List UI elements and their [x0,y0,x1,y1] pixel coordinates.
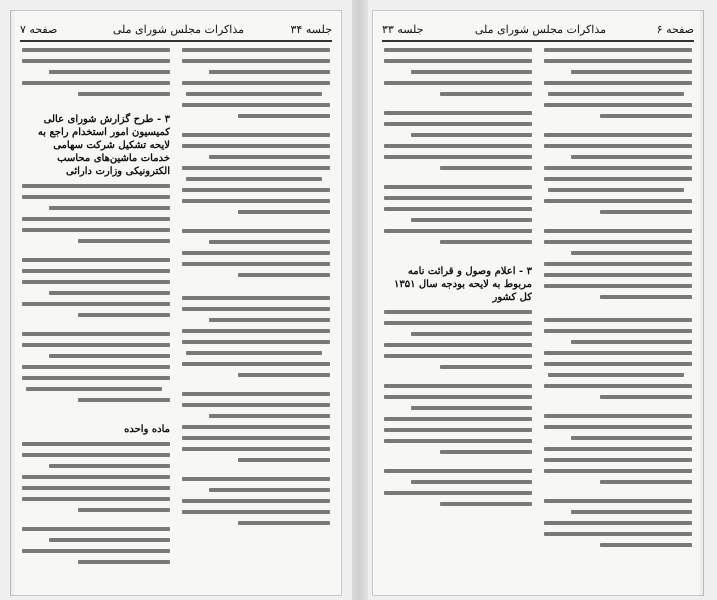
text-line [440,240,532,244]
text-line [186,177,322,181]
text-line [22,332,170,336]
paragraph-gap [182,284,330,296]
text-line [384,81,532,85]
text-line [600,210,692,214]
text-line [209,318,330,322]
text-line [544,351,692,355]
text-line [384,354,532,358]
text-line [22,59,170,63]
text-line [49,538,170,542]
text-line [384,321,532,325]
text-line [544,166,692,170]
left-page-columns [22,48,330,586]
text-line [384,155,532,159]
text-line [544,447,692,451]
right-page-column-left [384,48,532,586]
right-page-edge-shade [698,10,704,596]
text-line [22,280,170,284]
paragraph-gap [22,250,170,258]
text-line [209,414,330,418]
text-line [182,144,330,148]
text-line [600,114,692,118]
text-line [544,414,692,418]
text-line [182,103,330,107]
text-line [384,207,532,211]
text-line [22,81,170,85]
left-page-column-left [22,48,170,586]
text-line [182,251,330,255]
text-line [384,196,532,200]
text-line [544,133,692,137]
text-line [238,273,330,277]
text-line [384,491,532,495]
text-line [238,458,330,462]
text-line [600,543,692,547]
paragraph-gap [384,376,532,384]
text-line [22,549,170,553]
text-line [182,81,330,85]
text-line [571,510,692,514]
text-line [22,269,170,273]
text-line [544,81,692,85]
text-line [182,166,330,170]
text-line [384,439,532,443]
text-line [22,442,170,446]
text-line [182,499,330,503]
text-line [544,318,692,322]
text-line [22,258,170,262]
text-line [22,184,170,188]
text-line [411,133,532,137]
text-line [544,103,692,107]
text-line [544,262,692,266]
text-line [78,508,170,512]
right-session-label: جلسه ۳۳ [382,23,424,36]
text-line [182,477,330,481]
text-line [22,228,170,232]
text-line [544,458,692,462]
text-line [22,475,170,479]
text-line [49,206,170,210]
text-line [49,291,170,295]
paragraph-gap [22,324,170,332]
text-line [384,417,532,421]
text-line [548,92,684,96]
text-line [384,185,532,189]
text-line [182,436,330,440]
text-line [411,218,532,222]
text-line [49,70,170,74]
text-line [384,469,532,473]
text-line [238,373,330,377]
text-line [600,295,692,299]
paragraph-gap [544,221,692,229]
text-line [571,436,692,440]
text-line [238,114,330,118]
text-line [78,239,170,243]
text-line [49,354,170,358]
text-line [182,188,330,192]
text-line [182,133,330,137]
left-page-label: صفحه ۷ [20,23,58,36]
text-line [182,48,330,52]
text-line [544,273,692,277]
text-line [571,251,692,255]
text-line [22,486,170,490]
section-heading: ۳ - طرح گزارش شورای عالی کمیسیون امور استخدام راجع به لایحه تشکیل شرکت سهامی خدمات ماشین‌های محاسب الکترونیکی وزارت دارائی [37,114,170,177]
text-line [209,155,330,159]
text-line [411,480,532,484]
paragraph-gap [182,125,330,133]
text-line [22,453,170,457]
right-page-column-right [544,48,692,586]
text-line [544,532,692,536]
text-line [182,425,330,429]
text-line [22,497,170,501]
text-line [411,70,532,74]
right-running-head [382,22,694,42]
text-line [571,155,692,159]
text-line [571,70,692,74]
paragraph-gap [384,177,532,185]
text-line [544,469,692,473]
page-gutter [352,0,368,600]
text-line [182,392,330,396]
text-line [384,48,532,52]
text-line [186,92,322,96]
text-line [544,240,692,244]
text-line [78,560,170,564]
text-line [182,447,330,451]
text-line [440,365,532,369]
text-line [544,229,692,233]
text-line [544,177,692,181]
text-line [22,365,170,369]
text-line [182,329,330,333]
left-running-head [20,22,332,42]
text-line [238,521,330,525]
paragraph-gap [22,519,170,527]
text-line [209,488,330,492]
paragraph-gap [544,406,692,414]
text-line [544,284,692,288]
text-line [78,92,170,96]
text-line [182,296,330,300]
paragraph-gap [544,306,692,318]
paragraph-gap [384,103,532,111]
text-line [182,510,330,514]
text-line [411,332,532,336]
paragraph-gap [384,461,532,469]
text-line [182,59,330,63]
paragraph-gap [544,491,692,499]
text-line [22,48,170,52]
text-line [440,92,532,96]
text-line [544,384,692,388]
text-line [411,406,532,410]
text-line [384,384,532,388]
text-line [600,480,692,484]
text-line [182,262,330,266]
left-session-label: جلسه ۳۴ [290,23,332,36]
text-line [78,398,170,402]
text-line [238,210,330,214]
paragraph-gap [22,409,170,421]
text-line [22,527,170,531]
text-line [384,428,532,432]
left-page-edge-shade [10,10,16,596]
text-line [384,229,532,233]
text-line [544,59,692,63]
text-line [384,122,532,126]
paragraph-gap [22,103,170,111]
text-line [26,387,162,391]
section-heading: ماده واحده [124,424,170,435]
text-line [544,144,692,148]
text-line [22,343,170,347]
text-line [182,340,330,344]
text-line [544,425,692,429]
text-line [544,521,692,525]
text-line [440,166,532,170]
text-line [78,313,170,317]
paragraph-gap [384,251,532,263]
text-line [440,450,532,454]
left-page-column-right [182,48,330,586]
text-line [384,310,532,314]
text-line [600,395,692,399]
right-page-label: صفحه ۶ [656,23,694,36]
text-line [22,217,170,221]
right-page [372,10,704,596]
text-line [384,111,532,115]
text-line [209,240,330,244]
text-line [440,502,532,506]
text-line [384,144,532,148]
text-line [22,376,170,380]
text-line [209,70,330,74]
paragraph-gap [182,469,330,477]
text-line [384,395,532,399]
text-line [182,362,330,366]
text-line [571,340,692,344]
left-journal-title: مذاکرات مجلس شورای ملی [112,23,244,36]
right-page-columns [384,48,692,586]
text-line [384,343,532,347]
text-line [182,307,330,311]
paragraph-gap [182,384,330,392]
text-line [544,499,692,503]
text-line [182,199,330,203]
right-journal-title: مذاکرات مجلس شورای ملی [474,23,606,36]
text-line [182,403,330,407]
text-line [182,229,330,233]
text-line [548,188,684,192]
text-line [49,464,170,468]
left-page [10,10,342,596]
text-line [548,373,684,377]
text-line [22,302,170,306]
text-line [544,48,692,52]
text-line [384,59,532,63]
text-line [544,199,692,203]
text-line [544,362,692,366]
text-line [22,195,170,199]
section-heading: ۳ - اعلام وصول و قرائت نامه مربوط به لایحه بودجه سال ۱۳۵۱ کل کشور [393,266,532,303]
paragraph-gap [544,125,692,133]
paragraph-gap [182,221,330,229]
text-line [186,351,322,355]
text-line [544,329,692,333]
